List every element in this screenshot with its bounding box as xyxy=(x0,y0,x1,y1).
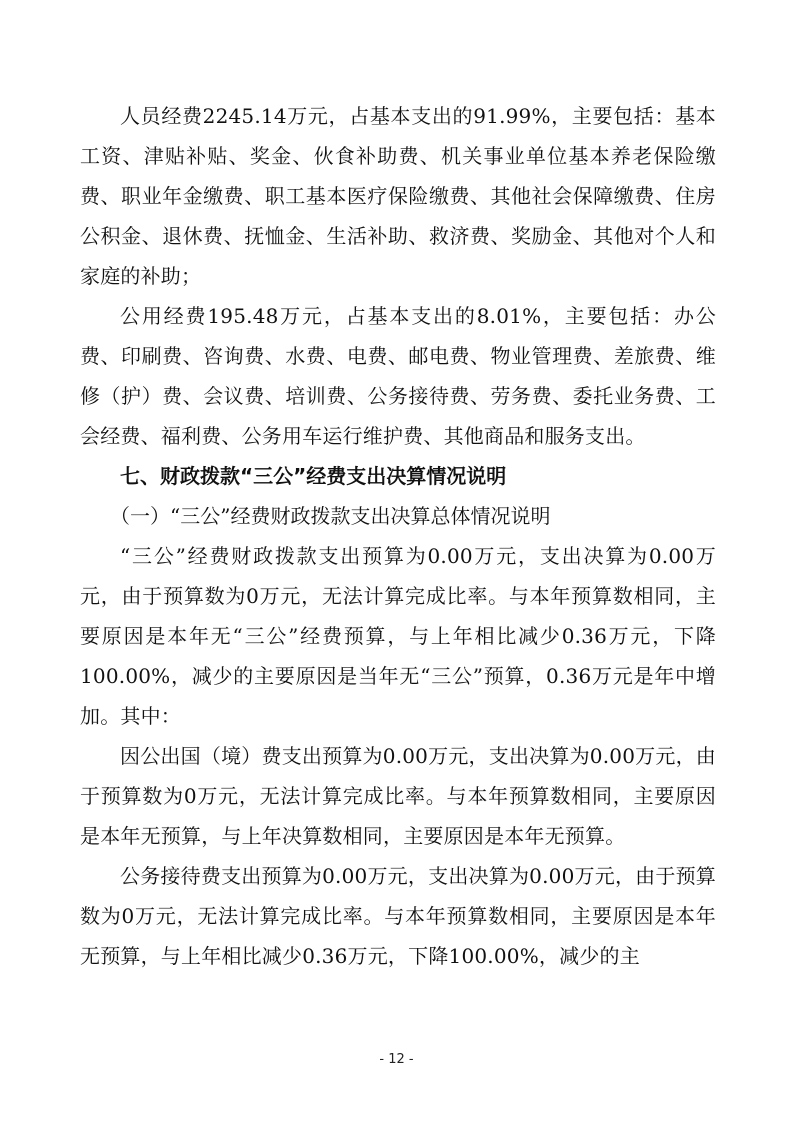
subsection-heading-one: （一）“三公”经费财政拨款支出决算总体情况说明 xyxy=(110,504,551,528)
section-heading-seven: 七、财政拨款“三公”经费支出决算情况说明 xyxy=(120,464,507,488)
paragraph-official-reception: 公务接待费支出预算为0.00万元，支出决算为0.00万元，由于预算数为0万元，无法计算完成比率。与本年预算数相同，主要原因是本年无预算，与上年相比减少0.36万元，下降100.00%，减少的主 xyxy=(80,864,716,968)
document-page xyxy=(80,96,716,976)
paragraph-three-public-overview: “三公”经费财政拨款支出预算为0.00万元，支出决算为0.00万元，由于预算数为0万元，无法计算完成比率。与本年预算数相同，主要原因是本年无“三公”经费预算，与上年相比减少0.36万元，下降100.00%，减少的主要原因是当年无“三公”预算，0.36万元是年中增加。其中： xyxy=(80,544,716,728)
paragraph-overseas-travel: 因公出国（境）费支出预算为0.00万元，支出决算为0.00万元，由于预算数为0万元，无法计算完成比率。与本年预算数相同，主要原因是本年无预算，与上年决算数相同，主要原因是本年无预算。 xyxy=(80,744,716,848)
page-number: - 12 - xyxy=(379,1052,414,1067)
paragraph-public-expenses: 公用经费195.48万元，占基本支出的8.01%，主要包括：办公费、印刷费、咨询费、水费、电费、邮电费、物业管理费、差旅费、维修（护）费、会议费、培训费、公务接待费、劳务费、委托业务费、工会经费、福利费、公务用车运行维护费、其他商品和服务支出。 xyxy=(80,304,716,448)
paragraph-personnel-expenses: 人员经费2245.14万元，占基本支出的91.99%，主要包括：基本工资、津贴补贴、奖金、伙食补助费、机关事业单位基本养老保险缴费、职业年金缴费、职工基本医疗保险缴费、其他社会保障缴费、住房公积金、退休费、抚恤金、生活补助、救济费、奖励金、其他对个人和家庭的补助； xyxy=(80,104,716,288)
